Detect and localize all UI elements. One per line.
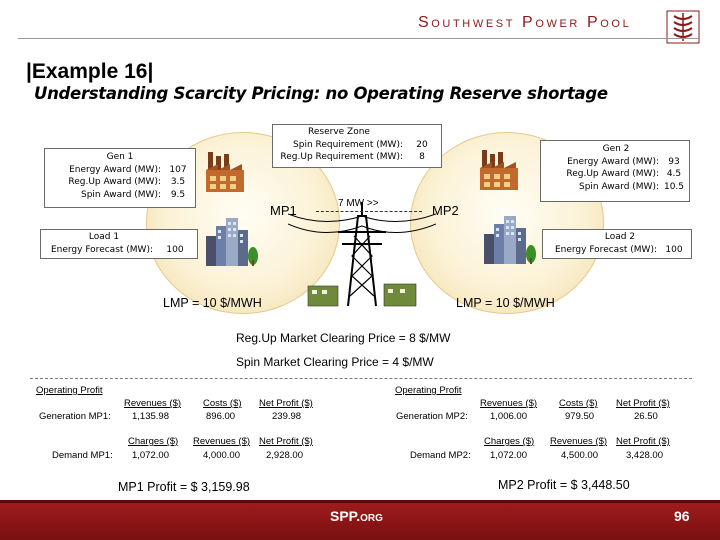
mp1-dem-col-net: Net Profit ($) [259, 436, 313, 447]
load1-box [40, 229, 198, 259]
gen1-spin-value: 9.5 [170, 189, 186, 200]
factory-icon [204, 150, 246, 194]
load2-box [542, 229, 692, 259]
mp2-dem-col-revenues: Revenues ($) [550, 436, 608, 447]
mp1-gen-col-revenues: Revenues ($) [124, 398, 182, 409]
mp2-gen-net: 26.50 [634, 411, 658, 422]
gen1-regup-value: 3.5 [170, 177, 186, 187]
regup-requirement-value: 8 [419, 152, 425, 162]
transmission-tower-icon [288, 196, 436, 314]
mp1-gen-col-costs: Costs ($) [203, 398, 242, 409]
city-icon [204, 216, 260, 268]
factory-icon [478, 148, 520, 192]
footer-divider [0, 500, 720, 503]
gen2-box [540, 140, 690, 202]
load1-title: Load 1 [88, 232, 120, 242]
lmp2-label: LMP = 10 $/MWH [456, 296, 555, 310]
gen1-energy-value: 107 [169, 164, 187, 175]
mp1-gen-label: Generation MP1: [39, 411, 111, 422]
reserve-zone-title: Reserve Zone [308, 127, 370, 137]
mp2-gen-col-net: Net Profit ($) [616, 398, 670, 409]
gen1-spin-label: Spin Award (MW): [81, 189, 161, 200]
mp2-gen-revenues: 1,006.00 [490, 411, 527, 422]
spin-clearing-price: Spin Market Clearing Price = 4 $/MW [236, 355, 434, 369]
slide-title: |Example 16| [26, 60, 154, 83]
page-number: 96 [674, 508, 690, 524]
brand-name: Southwest Power Pool [418, 14, 632, 31]
mp2-gen-col-costs: Costs ($) [559, 398, 598, 409]
mp1-gen-col-net: Net Profit ($) [259, 398, 313, 409]
mp2-dem-net: 3,428.00 [626, 450, 663, 461]
footer-site[interactable]: SPP.org [330, 508, 383, 524]
mp2-dem-revenues: 4,500.00 [561, 450, 598, 461]
spin-requirement-label: Spin Requirement (MW): [293, 139, 403, 150]
mp2-heading: Operating Profit [395, 385, 462, 396]
mp1-dem-revenues: 4,000.00 [203, 450, 240, 461]
mp2-gen-costs: 979.50 [565, 411, 595, 422]
mp1-dem-label: Demand MP1: [52, 450, 113, 461]
load2-forecast-value: 100 [665, 244, 683, 255]
lmp1-label: LMP = 10 $/MWH [163, 296, 262, 310]
slide-subtitle: Understanding Scarcity Pricing: no Operating Reserve shortage [34, 84, 608, 103]
header-divider [18, 38, 700, 39]
flow-label: 7 MW >> [338, 198, 379, 209]
gen2-energy-value: 93 [668, 156, 680, 167]
load2-forecast-label: Energy Forecast (MW): [554, 244, 657, 255]
spin-requirement-value: 20 [416, 139, 428, 150]
mp2-dem-col-charges: Charges ($) [484, 436, 535, 447]
mp1-label: MP1 [270, 203, 297, 218]
mp1-dem-net: 2,928.00 [266, 450, 303, 461]
reserve-zone-box [272, 124, 442, 168]
gen2-spin-label: Spin Award (MW): [579, 181, 659, 192]
gen1-energy-label: Energy Award (MW): [69, 164, 161, 175]
gen2-regup-label: Reg.Up Award (MW): [566, 169, 659, 179]
gen1-title: Gen 1 [106, 152, 134, 162]
regup-requirement-label: Reg.Up Requirement (MW): [280, 152, 403, 162]
load2-title: Load 2 [604, 232, 636, 242]
gen2-title: Gen 2 [602, 144, 630, 154]
mp1-gen-net: 239.98 [272, 411, 302, 422]
load1-forecast-label: Energy Forecast (MW): [50, 244, 153, 255]
mp2-dem-label: Demand MP2: [410, 450, 471, 461]
city-icon [482, 214, 538, 266]
mp2-total-profit: MP2 Profit = $ 3,448.50 [498, 478, 630, 492]
load1-forecast-value: 100 [166, 244, 184, 255]
mp1-dem-charges: 1,072.00 [132, 450, 169, 461]
gen2-regup-value: 4.5 [666, 169, 682, 179]
mp2-gen-col-revenues: Revenues ($) [480, 398, 538, 409]
gen1-regup-label: Reg.Up Award (MW): [68, 177, 161, 187]
gen1-box [44, 148, 196, 208]
mp2-label: MP2 [432, 203, 459, 218]
regup-clearing-price: Reg.Up Market Clearing Price = 8 $/MW [236, 331, 451, 345]
gen2-energy-label: Energy Award (MW): [567, 156, 659, 167]
mp1-dem-col-revenues: Revenues ($) [193, 436, 251, 447]
mp1-dem-col-charges: Charges ($) [128, 436, 179, 447]
gen2-spin-value: 10.5 [663, 181, 685, 192]
flow-line [316, 211, 422, 212]
mp1-gen-costs: 896.00 [206, 411, 236, 422]
mp2-gen-label: Generation MP2: [396, 411, 468, 422]
mp1-total-profit: MP1 Profit = $ 3,159.98 [118, 480, 250, 494]
mp2-dem-col-net: Net Profit ($) [616, 436, 670, 447]
section-divider [30, 378, 692, 379]
mp1-heading: Operating Profit [36, 385, 103, 396]
mp2-dem-charges: 1,072.00 [490, 450, 527, 461]
mp1-gen-revenues: 1,135.98 [132, 411, 169, 422]
